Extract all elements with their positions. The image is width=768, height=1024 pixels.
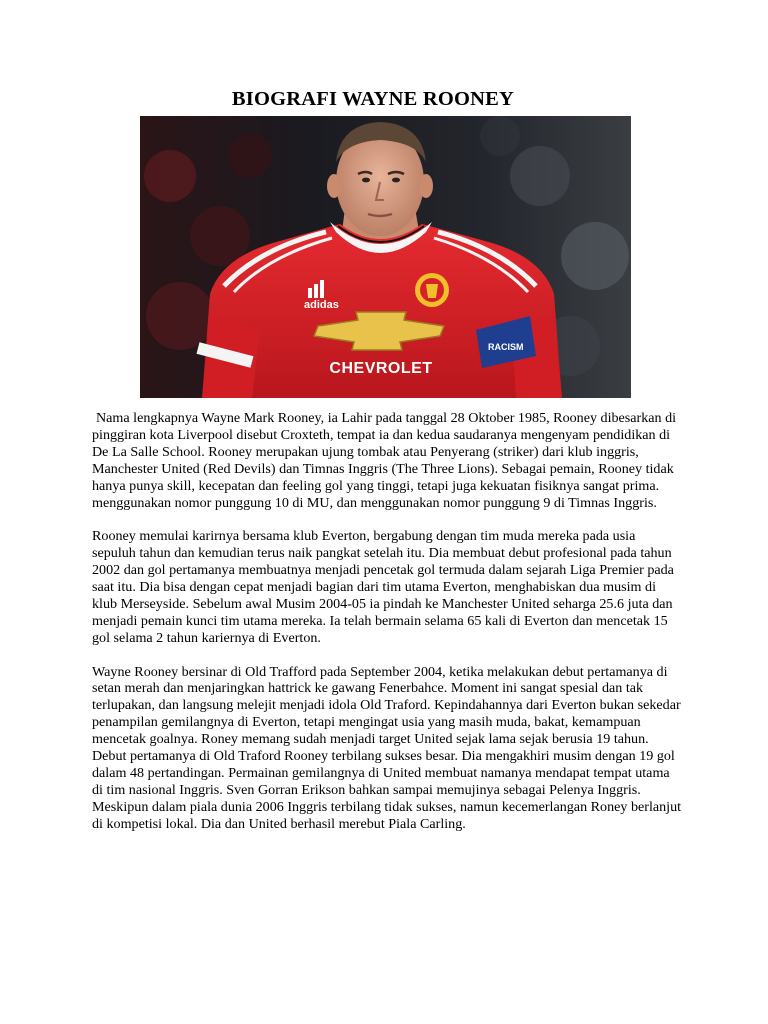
club-crest-icon (415, 273, 449, 307)
armband-text: RACISM (488, 342, 524, 352)
biography-text (92, 410, 682, 850)
player-portrait-photo-icon (140, 116, 631, 398)
sponsor-text: CHEVROLET (329, 360, 433, 377)
paragraph-2: Rooney memulai karirnya bersama klub Everton, bergabung dengan tim muda mereka pada usia sepuluh tahun dan kemudian terus naik pangkat setelah itu. Dia membuat debut profesional pada tahun 2002 dan gol pertamanya membuatnya menjadi pencetak gol termuda dalam sejarah Liga Premier pada saat itu. Dia bisa dengan cepat menjadi bagian dari tim utama Everton, menghabiskan dua musim di klub Merseyside. Sebelum awal Musim 2004-05 ia pindah ke Manchester United seharga 25.6 juta dan menjadi pemain kunci tim utama mereka. Ia telah bermain selama 65 kali di Everton dan mencetak 15 gol selama 2 tahun kariernya di Everton. (92, 528, 674, 646)
page-title: BIOGRAFI WAYNE ROONEY (231, 88, 515, 110)
paragraph-3: Wayne Rooney bersinar di Old Trafford pada September 2004, ketika melakukan debut pertamanya di setan merah dan menjaringkan hattrick ke gawang Fenerbahce. Moment ini sangat spesial dan tak terlupakan, dan langsung melejit menjadi idola Old Traford. Kepindahannya dari Everton bukan sekedar penampilan gemilangnya di Everton, tetapi mengingat usia yang masih muda, bakat, kemampuan mencetak goalnya. Roney memang sudah menjadi target United sejak lama sejak berusia 19 tahun. Debut pertamanya di Old Traford Rooney terbilang sukses besar. Dia mengakhiri musim dengan 19 gol dalam 48 pertandingan. Permainan gemilangnya di United membuat namanya mendapat tempat utama di tim nasional Inggris. Sven Gorran Erikson bahkan sampai memujinya sebagai Pelenya Inggris. Meskipun dalam piala dunia 2006 Inggris terbilang tidak sukses, namun kecemerlangan Roney berlanjut di kompetisi lokal. Dia dan United berhasil merebut Piala Carling. (92, 663, 682, 832)
player-photo (140, 116, 631, 398)
kit-maker-text: adidas (304, 299, 339, 311)
paragraph-1: Nama lengkapnya Wayne Mark Rooney, ia Lahir pada tanggal 28 Oktober 1985, Rooney dibesarkan di pinggiran kota Liverpool disebut Croxteth, tempat ia dan kedua saudaranya mengenyam pendidikan di De La Salle School. Rooney merupakan ujung tombak atau Penyerang (striker) dari klub inggris, Manchester United (Red Devils) dan Timnas Inggris (The Three Lions). Sebagai pemain, Rooney tidak hanya punya skill, kecepatan dan feeling gol yang tinggi, tetapi juga kekuatan fisiknya sangat prima. menggunakan nomor punggung 10 di MU, dan menggunakan nomor punggung 9 di Timnas Inggris. (92, 410, 677, 511)
